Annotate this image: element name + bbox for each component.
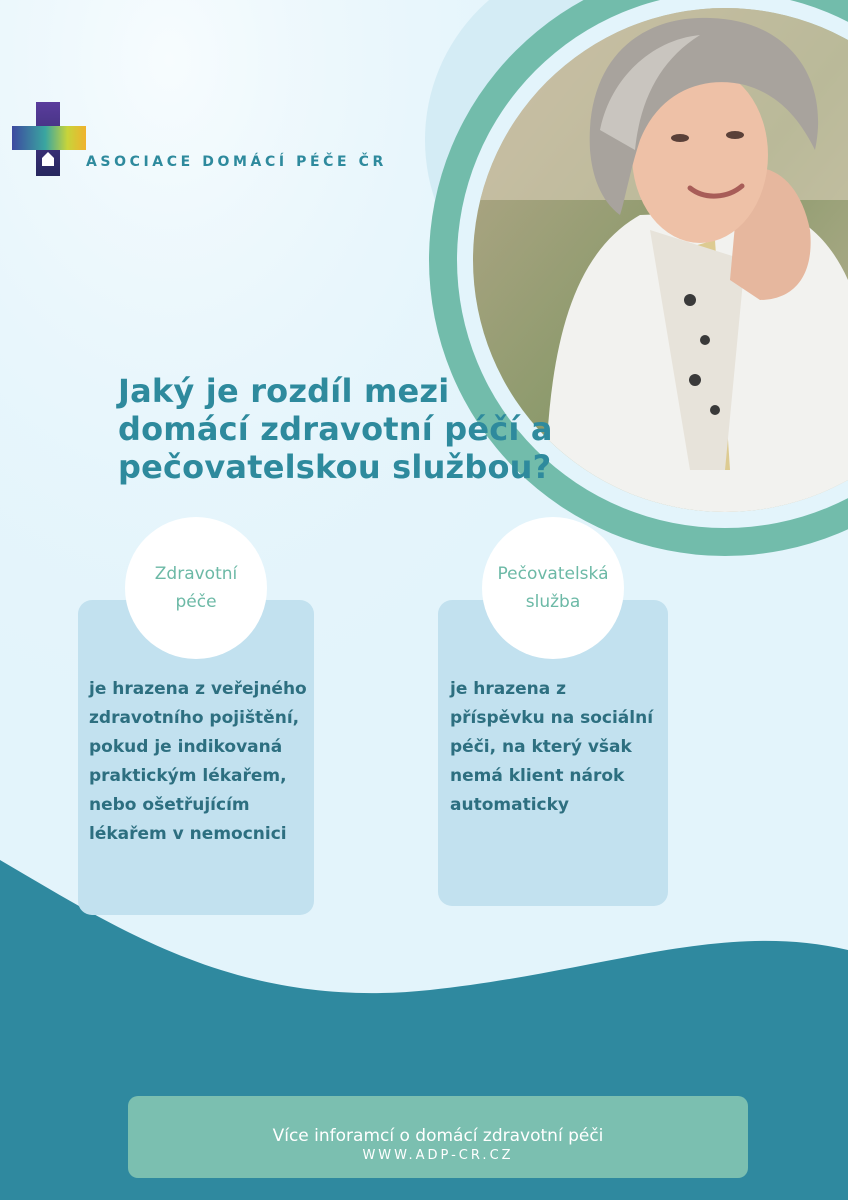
- card-description: je hrazena z veřejného zdravotního pojištění, pokud je indikovaná praktickým lékařem, nebo ošetřujícím lékařem v nemocnici: [89, 679, 307, 844]
- cta-title: Více inforamcí o domácí zdravotní péči: [272, 1126, 604, 1146]
- page-title: Jaký je rozdíl mezi domácí zdravotní péčí a pečovatelskou službou?: [118, 372, 553, 486]
- card-description: je hrazena z příspěvku na sociální péči, na který však nemá klient nárok automaticky: [450, 679, 654, 815]
- card-title-bubble-care-service: [482, 517, 624, 659]
- organization-name: ASOCIACE DOMÁCÍ PÉČE ČR: [86, 154, 387, 170]
- card-title: Zdravotní péče: [154, 564, 238, 612]
- cross-house-logo-icon: [12, 102, 86, 176]
- card-title-bubble-health-care: [125, 517, 267, 659]
- website-link[interactable]: WWW.ADP-CR.CZ: [362, 1148, 514, 1163]
- more-info-banner[interactable]: [128, 1096, 748, 1178]
- card-title: Pečovatelská služba: [497, 564, 609, 612]
